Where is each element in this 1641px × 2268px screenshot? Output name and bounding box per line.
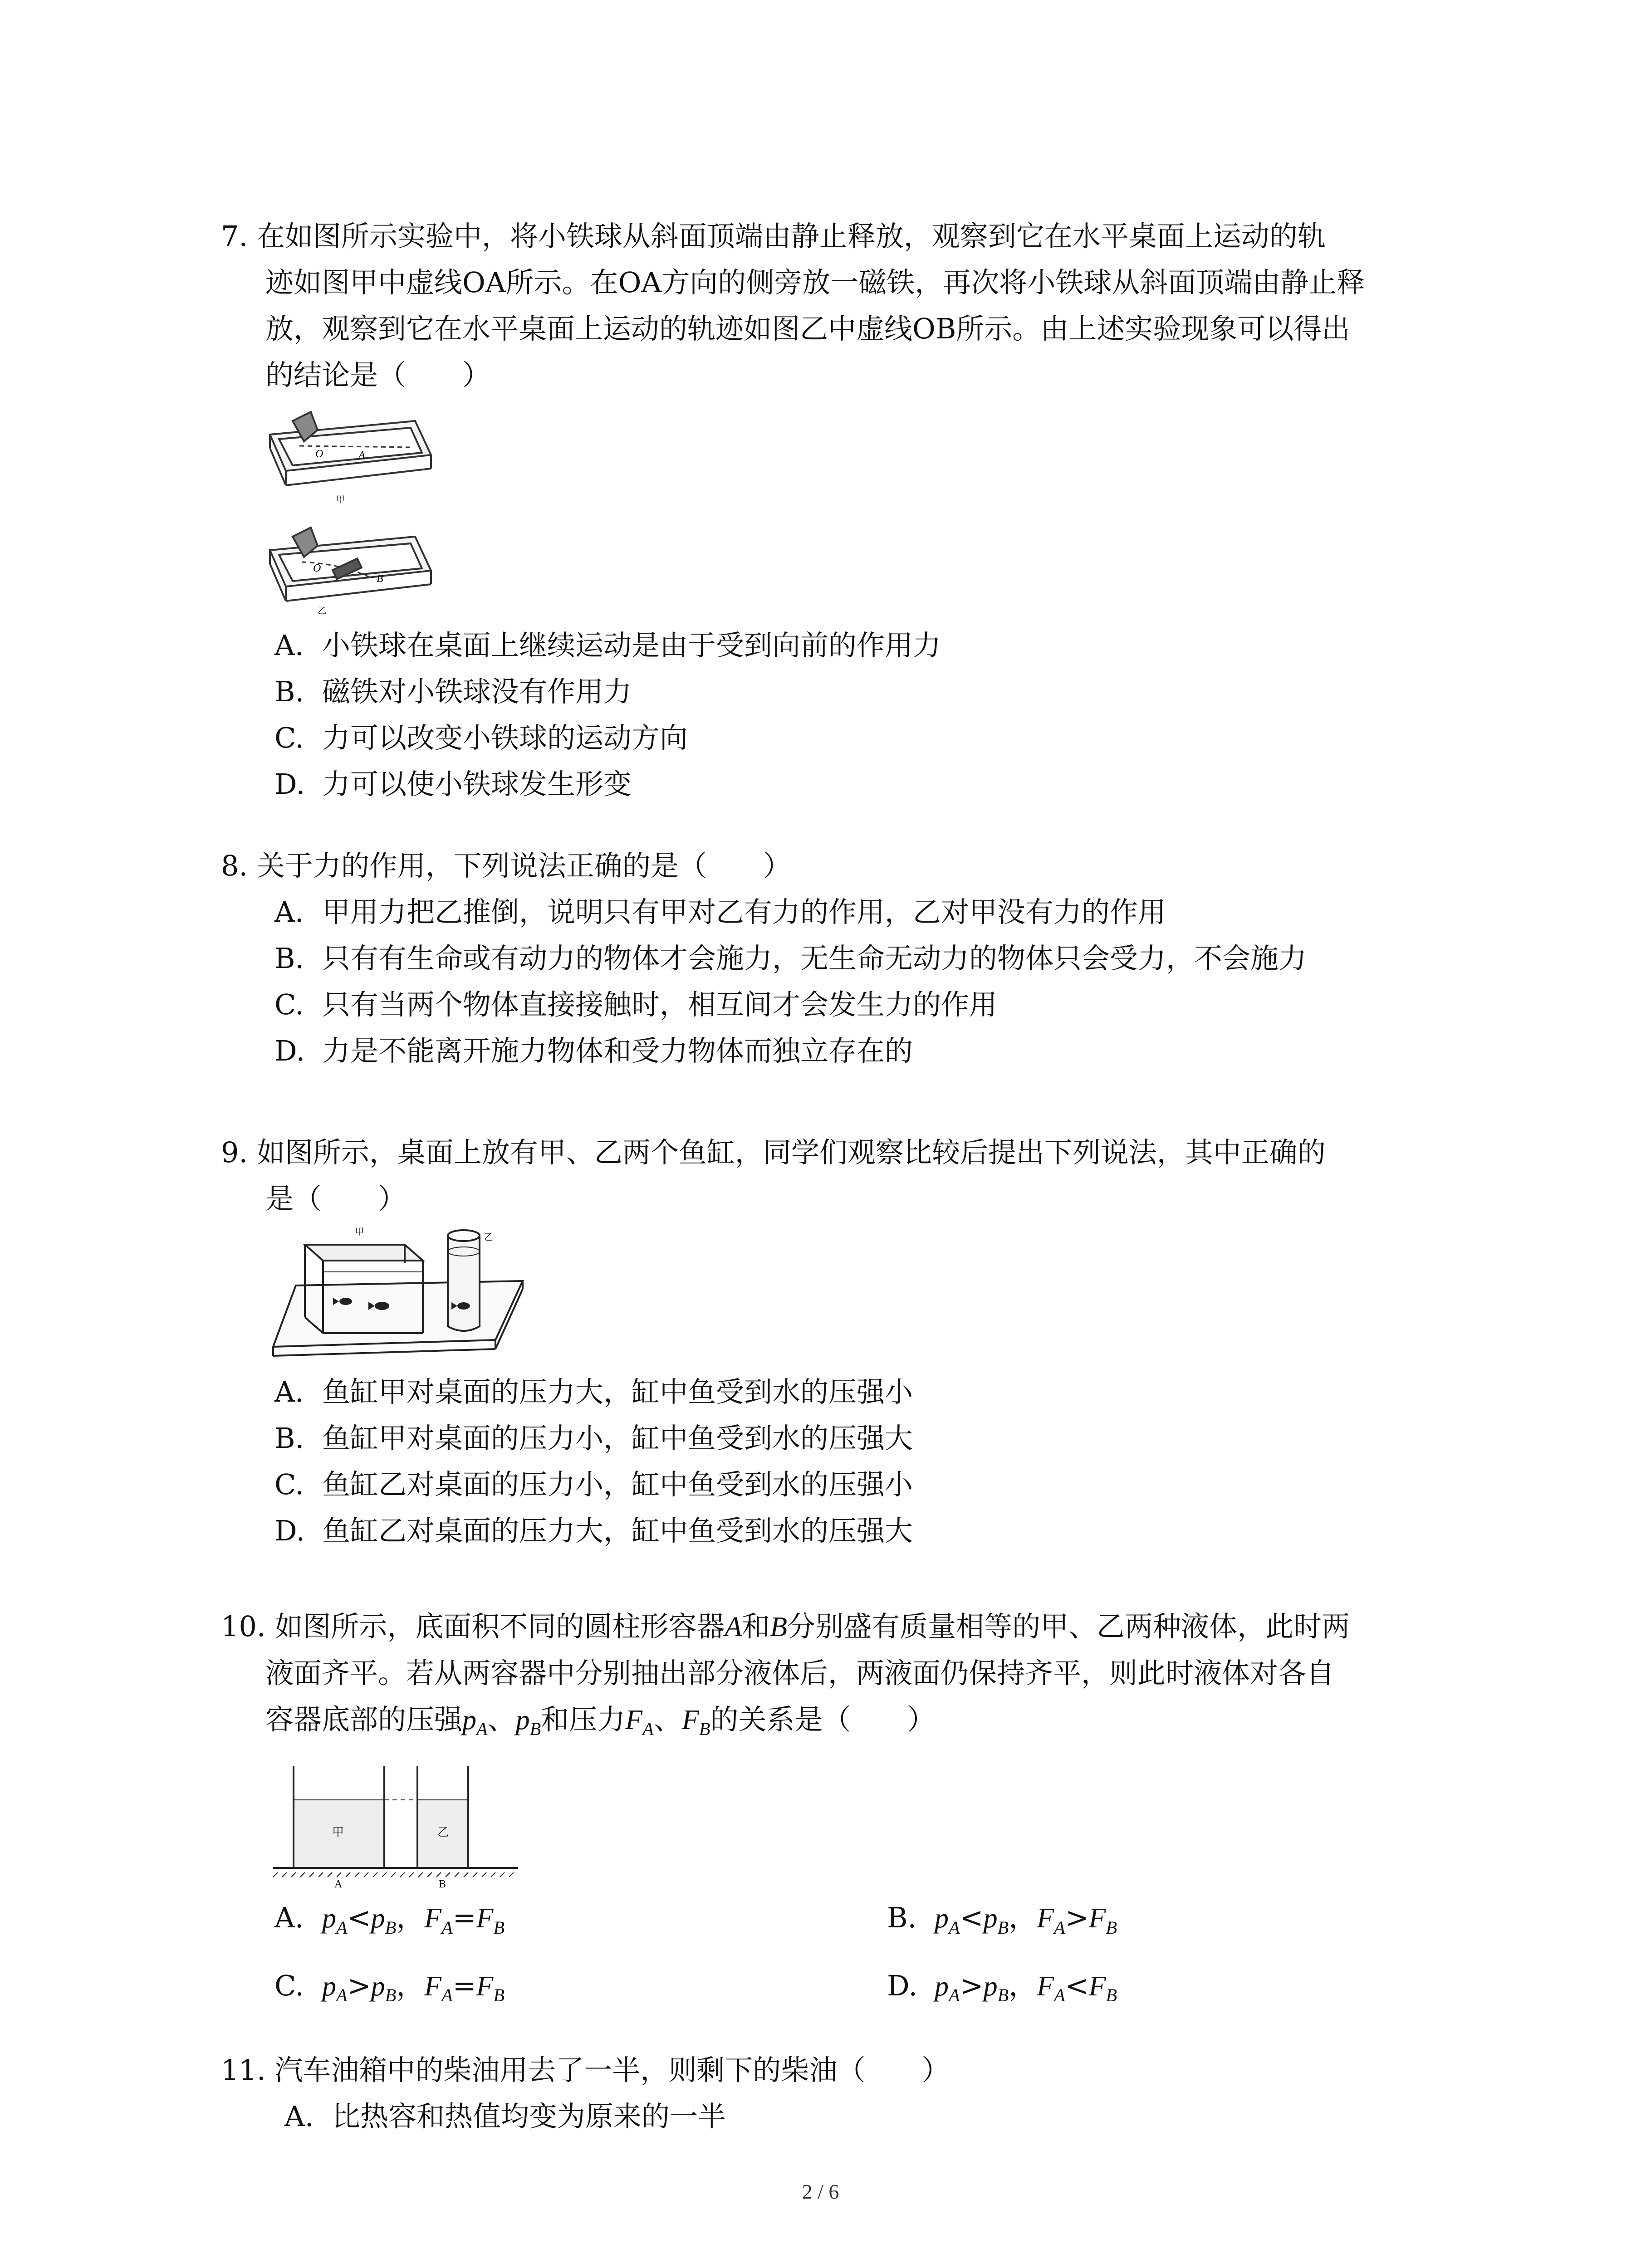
page-number: 2 / 6 (802, 2180, 839, 2203)
question-9 (221, 1129, 1446, 1554)
question-10-figure (273, 1757, 1446, 1890)
containers-figure (273, 1757, 527, 1888)
label-B: B (439, 1878, 446, 1889)
option-c[interactable]: C. 力可以改变小铁球的运动方向 (274, 721, 688, 754)
question-10 (221, 1603, 1446, 2019)
options-row (221, 1895, 1446, 1950)
option-a[interactable]: A. 比热容和热值均变为原来的一半 (284, 2100, 726, 2133)
stem-line: 在如图所示实验中，将小铁球从斜面顶端由静止释放，观察到它在水平桌面上运动的轨 (256, 220, 1326, 253)
option-c[interactable]: C. 鱼缸乙对桌面的压力小，缸中鱼受到水的压强小 (274, 1468, 913, 1501)
option-a[interactable]: A. 小铁球在桌面上继续运动是由于受到向前的作用力 (274, 629, 941, 662)
question-7-figure (265, 403, 1446, 618)
table-yi (270, 528, 431, 601)
question-11-stem: 11. 汽车油箱中的柴油用去了一半，则剩下的柴油（ ） (221, 2047, 1446, 2093)
question-7 (221, 213, 1446, 807)
label-A: A (334, 1878, 343, 1889)
option-b[interactable]: B. 鱼缸甲对桌面的压力小，缸中鱼受到水的压强大 (274, 1422, 913, 1455)
option-b[interactable]: B. $p_A<p_B$，$F_A>F_B$ (887, 1901, 1117, 1938)
question-7-stem (221, 213, 1446, 398)
question-number: 9. (221, 1136, 248, 1169)
stem-line: 迹如图甲中虚线OA所示。在OA方向的侧旁放一磁铁，再次将小铁球从斜面顶端由静止释 (265, 266, 1365, 299)
caption-yi: 乙 (318, 605, 327, 616)
question-9-stem: 9. 如图所示，桌面上放有甲、乙两个鱼缸，同学们观察比较后提出下列说法，其中正确的 是（ ） (221, 1129, 1446, 1222)
option-d[interactable]: D. 鱼缸乙对桌面的压力大，缸中鱼受到水的压强大 (274, 1514, 913, 1547)
option-a[interactable]: A. 甲用力把乙推倒，说明只有甲对乙有力的作用，乙对甲没有力的作用 (274, 895, 1166, 929)
caption-jia: 甲 (336, 494, 345, 505)
stem-line: 的结论是（ ） (265, 358, 491, 391)
fish-tank-figure (269, 1227, 532, 1363)
question-10-stem: 10. 如图所示，底面积不同的圆柱形容器A和B分别盛有质量相等的甲、乙两种液体，此时两 液面齐平。若从两容器中分别抽出部分液体后，两液面仍保持齐平，则此时液体对各自 容器底部的压强$p_A$、$p_B$和压力$F_A$、$F_B$的关系是（ ） (221, 1603, 1446, 1752)
question-number: 8. (221, 849, 248, 882)
question-8-stem: 8. 关于力的作用，下列说法正确的是（ ） (221, 843, 1446, 889)
option-b[interactable]: B. 磁铁对小铁球没有作用力 (274, 675, 632, 708)
option-a[interactable]: A. 鱼缸甲对桌面的压力大，缸中鱼受到水的压强小 (274, 1375, 913, 1408)
option-d[interactable]: D. 力是不能离开施力物体和受力物体而独立存在的 (274, 1034, 913, 1067)
ramp-table-figure (265, 403, 447, 616)
option-d[interactable]: D. 力可以使小铁球发生形变 (274, 767, 632, 801)
options-row (221, 1963, 1446, 2019)
label-jia: 甲 (332, 1826, 344, 1840)
question-8 (221, 843, 1446, 1074)
option-a[interactable]: A. $p_A<p_B$，$F_A=F_B$ (274, 1901, 505, 1938)
question-11 (221, 2047, 1446, 2140)
label-yi: 乙 (484, 1232, 493, 1242)
label-yi: 乙 (437, 1826, 450, 1840)
label-jia: 甲 (355, 1227, 364, 1237)
stem-line: 放，观察到它在水平桌面上运动的轨迹如图乙中虚线OB所示。由上述实验现象可以得出 (265, 312, 1350, 345)
question-number: 10. (221, 1610, 266, 1643)
question-number: 11. (221, 2053, 266, 2087)
table-jia (270, 412, 431, 485)
label-A: A (358, 450, 365, 461)
label-O: O (315, 448, 323, 460)
option-c[interactable]: C. 只有当两个物体直接接触时，相互间才会发生力的作用 (274, 988, 998, 1021)
label-O: O (313, 562, 321, 574)
option-b[interactable]: B. 只有有生命或有动力的物体才会施力，无生命无动力的物体只会受力，不会施力 (274, 942, 1307, 975)
label-B: B (377, 573, 383, 585)
option-d[interactable]: D. $p_A>p_B$，$F_A<F_B$ (887, 1969, 1117, 2006)
question-9-figure (269, 1227, 1446, 1364)
question-number: 7. (221, 220, 248, 253)
option-c[interactable]: C. $p_A>p_B$，$F_A=F_B$ (274, 1969, 505, 2006)
